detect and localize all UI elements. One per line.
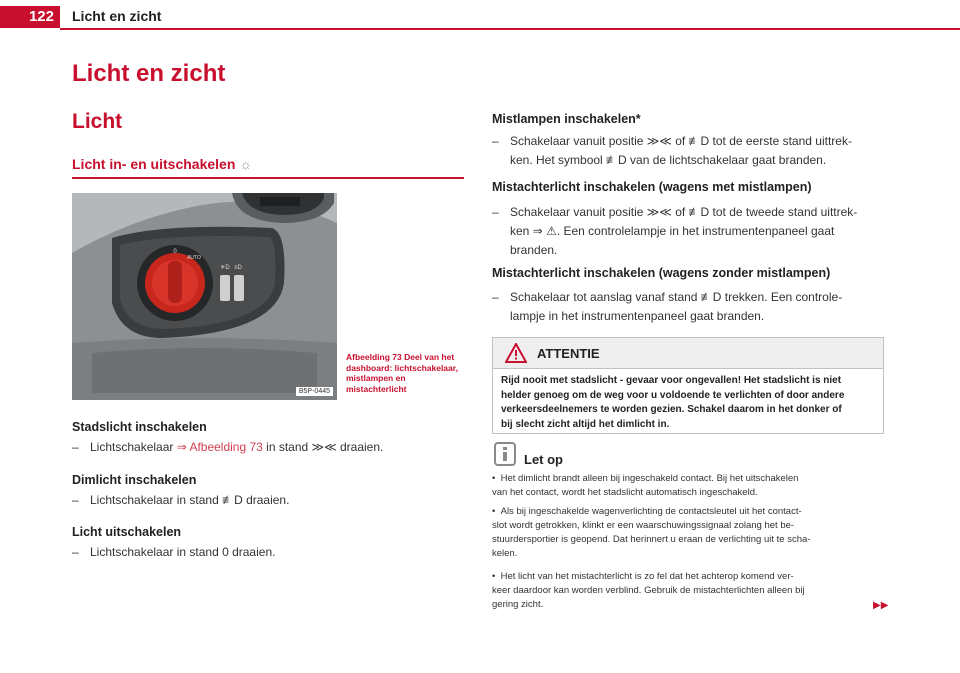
- switch-mark-left: ☀D: [220, 265, 230, 271]
- section-heading-dipped-beam: Dimlicht inschakelen: [72, 473, 197, 487]
- light-switch-grip: [168, 261, 182, 303]
- warning-header: [493, 338, 883, 369]
- section-title: Licht: [72, 110, 123, 133]
- bullet-fog-lamps-2: ken. Het symbool ≢D van de lichtschakelaar gaat branden.: [510, 153, 827, 167]
- continue-arrow-icon[interactable]: ▶▶: [873, 600, 889, 611]
- warning-title: ATTENTIE: [537, 346, 600, 361]
- section-heading-parking-light: Stadslicht inschakelen: [72, 420, 207, 434]
- headlight-range-wheel: [234, 275, 244, 301]
- warning-body: [501, 374, 875, 432]
- warning-line: verkeersdeelnemers te worden gezien. Schakel daarom in het donker of: [501, 404, 842, 415]
- running-title: Licht en zicht: [72, 8, 162, 24]
- info-icon: [494, 442, 516, 466]
- figure-caption: Afbeelding 73 Deel van het dashboard: lichtschakelaar, mistlampen en mistachterlicht: [346, 352, 458, 394]
- page-header: [0, 0, 960, 32]
- warning-line: bij slecht zicht altijd het dimlicht in.: [501, 418, 670, 430]
- switch-mark-zero: 0: [173, 249, 177, 255]
- note-title: Let op: [524, 452, 563, 467]
- warning-triangle-icon: [505, 343, 527, 363]
- figure-code: B5P-0445: [296, 387, 333, 396]
- subsection-rule: [72, 177, 464, 179]
- warning-line: Rijd nooit met stadslicht - gevaar voor ongevallen! Het stadslicht is niet: [501, 375, 842, 386]
- section-heading-lights-off: Licht uitschakelen: [72, 525, 182, 539]
- chapter-title: Licht en zicht: [72, 60, 226, 87]
- warning-box: [492, 337, 884, 434]
- header-rule: [60, 28, 960, 30]
- bullet-rear-fog-with-2: ken ⇒ ⚠. Een controlelampje in het instrumentenpaneel gaat: [510, 224, 835, 238]
- dashboard-figure: [72, 193, 337, 400]
- section-heading-fog-lamps: Mistlampen inschakelen*: [492, 112, 641, 126]
- bullet-fog-lamps-1: – Schakelaar vanuit positie ≫≪ of ≢D tot de eerste stand uittrek-: [492, 134, 852, 148]
- bullet-parking-light: – Lichtschakelaar ⇒ Afbeelding 73 in stand ≫≪ draaien.: [72, 440, 384, 454]
- bullet-rear-fog-with-1: – Schakelaar vanuit positie ≫≪ of ≢D tot de tweede stand uittrek-: [492, 205, 858, 219]
- bullet-rear-fog-with-3: branden.: [510, 243, 558, 257]
- bullet-rear-fog-without-1: – Schakelaar tot aanslag vanaf stand ≢D trekken. Een controle-: [492, 290, 843, 304]
- page-number: 122: [0, 6, 60, 28]
- note-item: • Het dimlicht brandt alleen bij ingeschakeld contact. Bij het uitschakelen van het contact, wordt het stadslicht automatisch ingeschakeld.: [492, 473, 799, 498]
- bullet-lights-off: – Lichtschakelaar in stand 0 draaien.: [72, 545, 276, 559]
- subsection-title-text: Licht in- en uitschakelen: [72, 156, 236, 172]
- dimmer-wheel: [220, 275, 230, 301]
- bullet-rear-fog-without-2: lampje in het instrumentenpaneel gaat branden.: [510, 309, 765, 323]
- switch-mark-right: ≡D: [234, 265, 242, 271]
- subsection-title: [72, 156, 252, 172]
- warning-line: helder genoeg om de weg voor u voldoende te verlichten of door andere: [501, 389, 845, 401]
- dashboard-illustration: [72, 193, 337, 400]
- section-heading-rear-fog-with: Mistachterlicht inschakelen (wagens met mistlampen): [492, 180, 812, 194]
- bullet-dipped-beam: – Lichtschakelaar in stand ≢D draaien.: [72, 493, 290, 507]
- switch-mark-auto: AUTO: [187, 255, 201, 261]
- figure-link[interactable]: ⇒ Afbeelding 73: [176, 440, 263, 454]
- note-item: • Als bij ingeschakelde wagenverlichting de contactsleutel uit het contact- slot wordt getrokken, klinkt er een waarschuwingssignaal zolang het be- stuurdersportier is geopend. Dat herinnert u eraan de verlichting uit te scha- kelen.: [492, 506, 811, 559]
- sun-icon: ☼: [239, 156, 253, 172]
- section-heading-rear-fog-without: Mistachterlicht inschakelen (wagens zonder mistlampen): [492, 266, 831, 280]
- note-item: • Het licht van het mistachterlicht is zo fel dat het achterop komend ver- keer daardoor kan worden verblind. Gebruik de mistachterlichten alleen bij gering zicht.: [492, 571, 805, 610]
